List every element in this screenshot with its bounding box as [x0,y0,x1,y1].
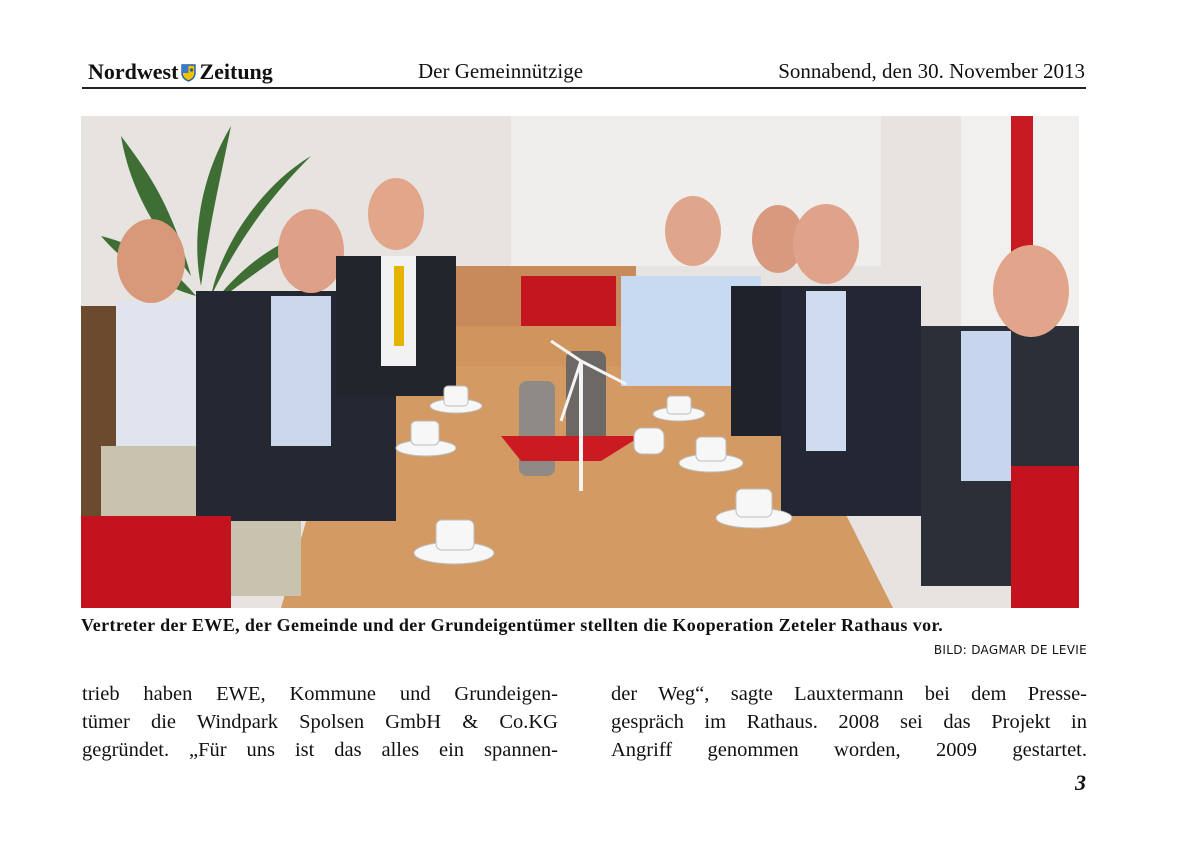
newspaper-masthead [88,59,273,85]
photo-caption: Vertreter der EWE, der Gemeinde und der Grundeigentümer stellten die Kooperation Zeteler Rathaus vor. [81,615,944,635]
article-line: gespräch im Rathaus. 2008 sei das Projekt in [611,711,1087,733]
article-line: gegründet. „Für uns ist das alles ein spannen- [82,739,558,761]
article-line: trieb haben EWE, Kommune und Grundeigen- [82,683,558,705]
issue-date: Sonnabend, den 30. November 2013 [778,59,1085,83]
meeting-photo [81,116,1079,608]
masthead-right-text: Zeitung [199,59,273,84]
article-line: tümer die Windpark Spolsen GmbH & Co.KG [82,711,558,733]
article-line: der Weg“, sagte Lauxtermann bei dem Presse- [611,683,1087,705]
masthead-left-text: Nordwest [88,59,179,84]
photo-credit: BILD: DAGMAR DE LEVIE [933,643,1087,657]
coat-of-arms-icon [181,64,196,82]
article-column-right [611,680,1087,764]
article-line: Angriff genommen worden, 2009 gestartet. [611,739,1087,761]
page-header [82,55,1086,89]
article-column-left [82,680,558,764]
page-number: 3 [1075,770,1086,795]
meeting-photo-illustration [81,116,1079,608]
section-title: Der Gemeinnützige [418,59,584,83]
